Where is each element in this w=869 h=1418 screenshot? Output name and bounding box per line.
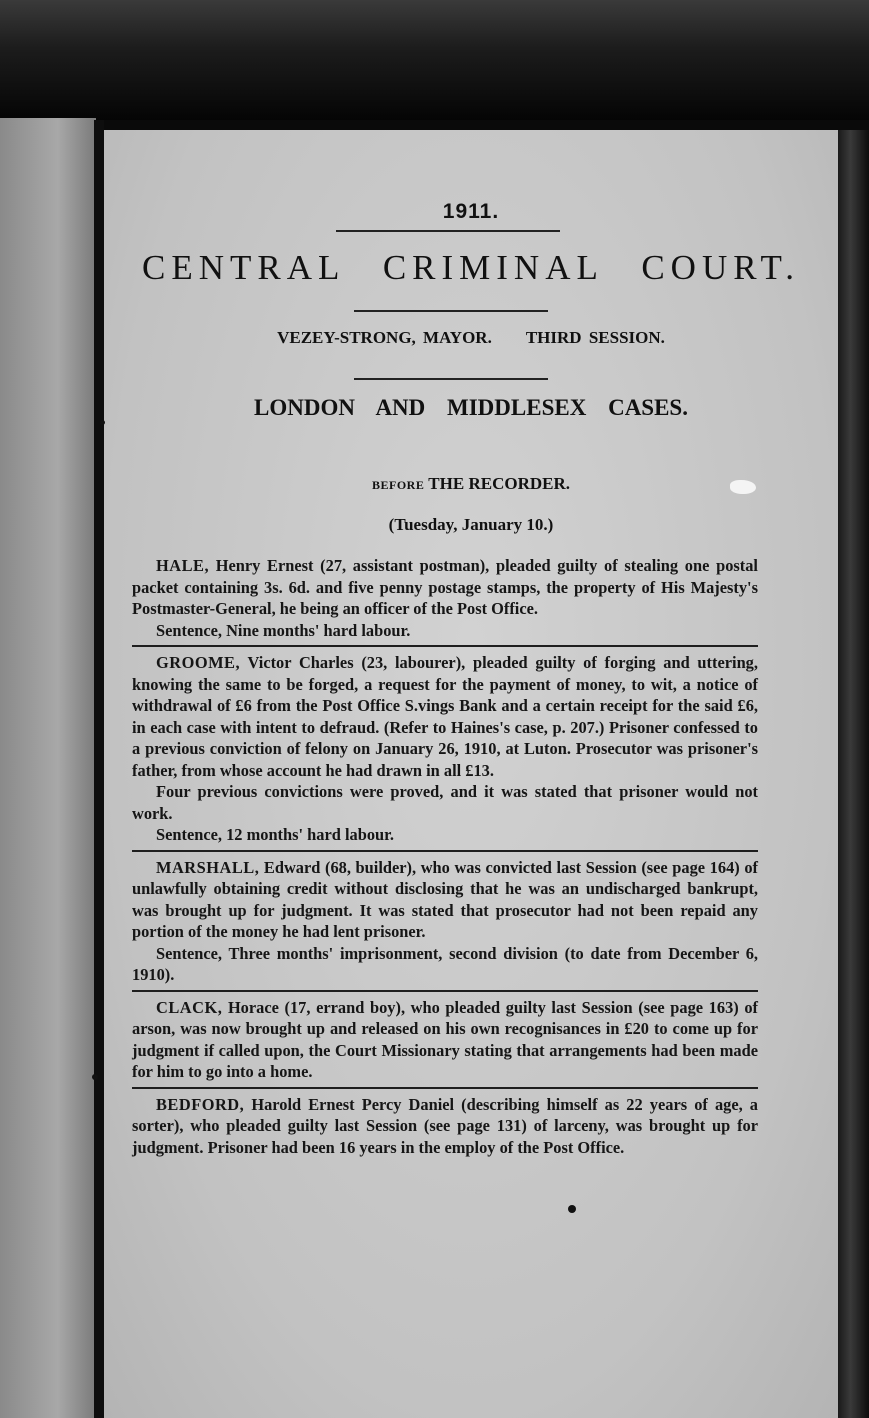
top-shadow	[0, 0, 869, 120]
judge-name: THE RECORDER.	[428, 474, 570, 493]
left-facing-page	[0, 118, 96, 1418]
case-paragraph: GROOME, Victor Charles (23, labourer), pleaded guilty of forging and uttering, knowing the same to be forged, a request for the payment of money, to wit, a notice of withdrawal of £6 from the Post Office S.vings Bank and a certain receipt for the said £6, in each case with intent to defraud. (Refer to Haines's case, p. 207.) Prisoner confessed to a previous conviction of felony on January 26, 1910, at Luton. Prosecutor was prisoner's father, from whose account he had drawn in all £13.	[132, 653, 758, 780]
defendant-name: GROOME,	[156, 653, 241, 672]
sitting-date: (Tuesday, January 10.)	[388, 515, 554, 534]
book-gutter	[94, 120, 104, 1418]
court-title: CENTRAL CRIMINAL COURT.	[141, 248, 800, 287]
case-divider	[132, 1087, 758, 1089]
case-paragraph: CLACK, Horace (17, errand boy), who pleaded guilty last Session (see page 163) of arson, was now brought up and released on his own recognisances in £20 to come up for judgment if called upon, the Court Missionary stating that arrangements had been made for him to go into a home.	[132, 997, 758, 1081]
ink-speck	[100, 420, 105, 425]
case-paragraph: MARSHALL, Edward (68, builder), who was convicted last Session (see page 164) of unlawfully obtaining credit without disclosing that he was an undischarged bankrupt, was brought up for judgment. It was stated that prosecutor had not been repaid any portion of the money he had lent prisoner.	[132, 857, 758, 941]
before-prefix: BEFORE	[372, 478, 425, 492]
defendant-name: BEDFORD,	[156, 1094, 245, 1114]
case-divider	[132, 645, 758, 647]
case-sentence: Sentence, 12 months' hard labour.	[156, 825, 394, 844]
ink-speck	[568, 1205, 576, 1213]
defendant-name: CLACK,	[156, 997, 223, 1017]
case-divider	[132, 850, 758, 852]
case-list	[132, 555, 758, 1158]
case-entry	[132, 1094, 758, 1159]
ink-speck	[92, 1074, 98, 1080]
year-heading: 1911.	[442, 200, 500, 223]
session-text: THIRD SESSION.	[525, 328, 665, 347]
rule-under-year	[336, 230, 560, 232]
page-stack-edge	[838, 130, 869, 1418]
session-line	[104, 328, 838, 348]
case-entry	[132, 857, 758, 986]
before-line	[104, 474, 838, 494]
case-entry	[132, 997, 758, 1083]
case-divider	[132, 990, 758, 992]
case-entry	[132, 555, 758, 641]
case-paragraph: HALE, Henry Ernest (27, assistant postman), pleaded guilty of stealing one postal packet containing 3s. 6d. and five penny postage stamps, the property of His Majesty's Postmaster-General, he being an officer of the Post Office.	[132, 556, 758, 618]
rule-under-session	[354, 378, 548, 380]
light-glare	[730, 480, 756, 494]
mayor-text: VEZEY-STRONG, MAYOR.	[277, 328, 492, 347]
case-sentence: Sentence, Nine months' hard labour.	[156, 620, 411, 640]
case-entry	[132, 652, 758, 846]
case-paragraph: Four previous convictions were proved, and it was stated that prisoner would not work.	[132, 782, 758, 823]
document-page	[104, 130, 838, 1418]
defendant-name: HALE,	[156, 556, 210, 575]
rule-under-title	[354, 310, 548, 312]
cases-heading: LONDON AND MIDDLESEX CASES.	[254, 395, 688, 420]
case-paragraph: BEDFORD, Harold Ernest Percy Daniel (describing himself as 22 years of age, a sorter), who pleaded guilty last Session (see page 131) of larceny, was brought up for judgment. Prisoner had been 16 years in the employ of the Post Office.	[132, 1094, 758, 1157]
case-sentence: Sentence, Three months' imprisonment, second division (to date from December 6, 1910).	[132, 943, 758, 984]
defendant-name: MARSHALL,	[156, 857, 260, 877]
